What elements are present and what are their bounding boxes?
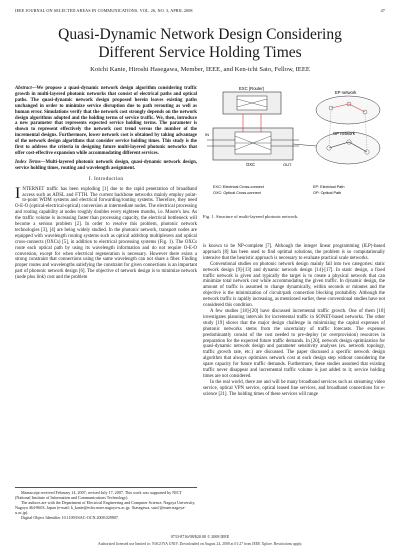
footnote-received: Manuscript received February 14, 2007; revised July 17, 2007. This work was supported by NICT (National Institute of Information and Communications Technology). xyxy=(15,490,182,500)
footnotes xyxy=(15,487,197,520)
oxc-label: OXC xyxy=(246,162,256,167)
legend-op: OP: Optical Path xyxy=(313,191,342,195)
right-paragraph-2: Conventional studies on photonic network design mainly fall into two categories: static network design [9]-[13] and dynamic network design [14]-[17]. In static design, a fixed traffic network is given and typically the target is to create a physical network that can minimize total network cost while accommodating the given traffic. In dynamic design, the amount of traffic is assumed to change dynamically, within seconds or minutes and the objective is the minimization of circuit/path connection blocking probability. Although the network traffic is rapidly increasing, as mentioned earlier, these conventional studies have not considered this condition. xyxy=(203,261,385,309)
footnote-doi: Digital Object Identifier 10.1109/JSAC-OCN.2008.029807. xyxy=(21,515,119,520)
running-header xyxy=(15,8,385,13)
op-network-label: OP network xyxy=(333,131,355,136)
footnote-authors: The authors are with the Department of Electrical Engineering and Computer Science, Nagoya University, Nagoya 464-8603, Japan (e-mail: k_kanie@echo.nuee.nagoya-u.ac.jp; {hasegawa, sato}@nuee.nagoya-u.ac.jp). xyxy=(15,500,196,515)
right-paragraph-4: In the real world, there are and will be many broadband services such as streaming video service, optical VPN service, optical leased line services, and broadband connections for e-science [21]. The holding times of these services will range xyxy=(203,379,385,397)
op-node-1 xyxy=(327,146,331,150)
in-label: IN xyxy=(205,132,209,137)
op-network-cloud xyxy=(316,132,380,164)
drop-cap: I xyxy=(15,184,21,202)
right-paragraph-3: A few studies [18]-[20] have discussed incremental traffic growth. One of them [18] investigates planning intervals for incremental traffic in SONET-based networks. The other study [19] shows that the major design challenge in minimizing the capital expenses of photonic networks stems from the uncertainty of traffic forecasts. The expenses predominantly consist of the cost needed to pre-deploy (or overprovision) resources in preparation for the expected future traffic demands. In [20], network design optimization for quasi-dynamic network design and parameter sensitivity analyses (ex. network topology, traffic growth rate, etc.) are discussed. The paper discussed a specific network design algorithm that always optimizes network cost at each design step without considering the spare capacity for future traffic demands. Furthermore, these studies assumed that existing traffic never disappear and incremental traffic volume is just added to it; service holding times are not considered. xyxy=(203,308,385,379)
figure-1-diagram xyxy=(203,84,385,210)
index-terms xyxy=(15,160,197,172)
left-column xyxy=(15,86,197,281)
paper-title xyxy=(0,26,400,62)
abstract xyxy=(15,86,197,157)
abstract-label: Abstract xyxy=(15,86,32,91)
ep-network-cloud xyxy=(316,96,380,124)
author-list: Koichi Kanie, Hiroshi Hasegawa, Member, IEEE, and Ken-ichi Sato, Fellow, IEEE xyxy=(90,66,310,73)
page-number: 47 xyxy=(380,8,385,13)
ep-network-label: EP network xyxy=(335,90,357,95)
title-line-1: Quasi-Dynamic Network Design Considering xyxy=(58,26,342,43)
intro-text: NTERNET traffic has been exploding [1] due to the rapid penetration of broadband access such as ADSL and FTTH. The current backbone networks mainly employ point-to-point WDM systems and electrical forwarding/routing systems. Therefore, they need O-E-O (optical-electrical-optical) conversion at intermediate nodes. The electrical processing and routing capability at nodes roughly doubles every eighteen months, i.e. Moore's law. As the traffic volume is increasing faster than processing capacity, the electrical bottleneck will become a serious problem [2]. In order to resolve this problem, photonic network technologies [3], [4] are being widely studied. In the photonic network, transport nodes are equipped with wavelength routing systems such as optical add/drop multiplexers and optical cross-connects (OXCs) [5], in addition to electrical processing systems (Fig. 1). The OXCs route each optical path by using its wavelength information and do not require O-E-O conversion, except for when electrical regeneration is necessary. However there exists a strong constraint that connections using the same wavelength can not share a fiber. Finding proper routes and wavelengths satisfying the constraint for given connections is an important part of photonic network design [6]. The objective of network design is to minimize network (node plus link) cost and the problem xyxy=(15,186,197,281)
right-column xyxy=(203,244,385,398)
node-to-network-link xyxy=(293,144,316,146)
legend-oxc: OXC: Optical Cross-connect xyxy=(213,191,261,195)
license-line: Authorized licensed use limited to: NAGOYA UNIV. Downloaded on August 24, 2008 at 01:27 from IEEE Xplore. Restrictions apply. xyxy=(97,542,303,546)
exc-label: EXC (Router) xyxy=(239,86,265,91)
index-terms-label: Index Terms xyxy=(15,159,41,165)
section-heading: I. Introduction xyxy=(88,175,124,182)
index-terms-text: —Multi-layered photonic network design, quasi-dynamic network design, service holding times, routing and wavelength assignment. xyxy=(15,159,197,171)
abstract-text: —We propose a quasi-dynamic network design algorithm considering traffic growth in multi-layered photonic networks that consist of electrical paths and optical paths. The quasi-dynamic network design proposed herein leaves existing paths unchanged in order to minimize service disruption due to path rerouting as well as human error. Simulations verify that the network cost strongly depends on the network design algorithms adopted and the holding terms of service traffic. We, then, introduce a new parameter that represents expected service holding terms. The parameter is shown to represent effectively the network cost trend versus the number of the incremental designs. Furthermore, lower network cost is obtained by taking advantage of the network design algorithms that consider service holding times. This study is the first to address the criteria in designing future multi-layered photonic networks that offer cost-effective expansion while accommodating different services. xyxy=(15,86,197,156)
journal-header: IEEE JOURNAL ON SELECTED AREAS IN COMMUNICATIONS, VOL. 26, NO. 3, APRIL 2008 xyxy=(15,8,193,13)
intro-paragraph xyxy=(15,184,197,282)
title-line-2: Different Service Holding Times xyxy=(98,44,302,61)
out-label: OUT xyxy=(283,162,292,167)
right-paragraph-1: is known to be NP-complete [7]. Although the integer linear programming (ILP)-based approach [8] has been used to find optimal solutions, the problem is so computationally intensive that the heuristic approach is necessary to evaluate practical scale networks. xyxy=(203,244,385,261)
legend-exc: EXC: Electrical Cross-connect xyxy=(213,185,264,189)
legend-ep: EP: Electrical Path xyxy=(313,185,345,189)
copyright-line: 0733-8716/08/$20.00 © 2008 IEEE xyxy=(170,534,230,539)
figure-caption: Fig. 1. Structure of multi-layered photonic network. xyxy=(203,214,299,219)
